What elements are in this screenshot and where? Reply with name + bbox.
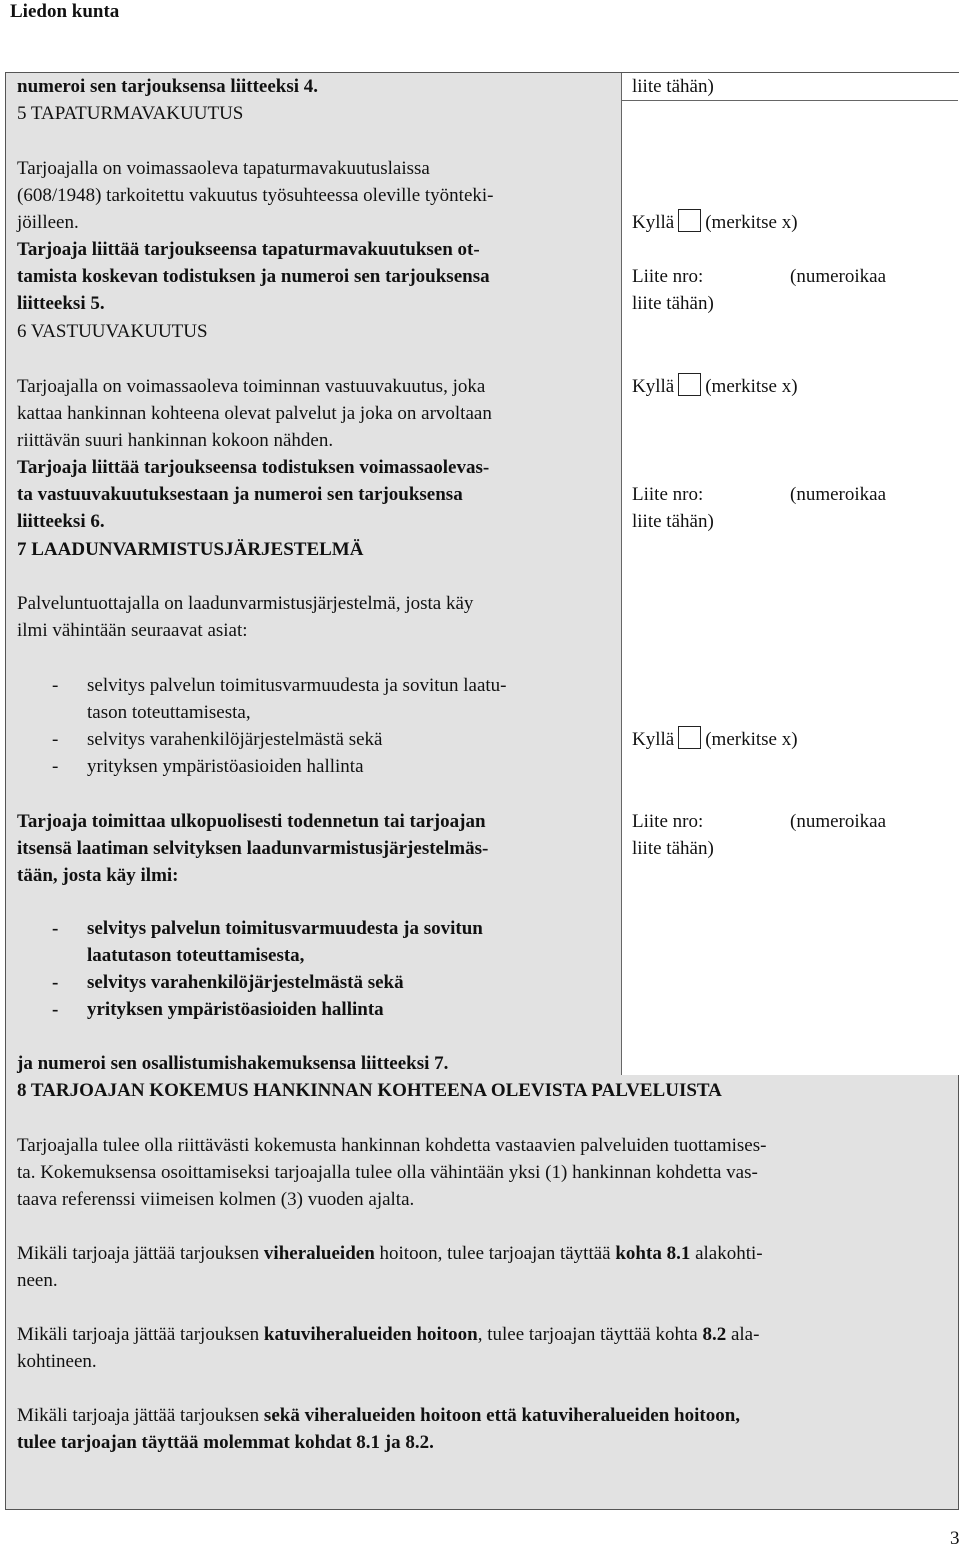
yes-option-7 [632, 726, 798, 753]
list-item: selvitys palvelun toimitusvarmuudesta ja sovitun [87, 918, 483, 939]
attachment-placeholder: liite tähän) [632, 838, 714, 859]
checkbox[interactable] [678, 726, 701, 749]
list-item: laatutason toteuttamisesta, [87, 945, 305, 966]
yes-option-6 [632, 373, 798, 400]
text-line: neen. [17, 1270, 58, 1291]
row-divider [621, 100, 958, 101]
text-line [17, 1321, 759, 1348]
section-8-heading: 8 TARJOAJAN KOKEMUS HANKINNAN KOHTEENA OLEVISTA PALVELUISTA [17, 1080, 722, 1101]
section-7-heading: 7 LAADUNVARMISTUSJÄRJESTELMÄ [17, 539, 364, 560]
yes-label: Kyllä [632, 212, 675, 233]
text-line: jöilleen. [17, 212, 79, 233]
text-line [17, 1402, 740, 1429]
section-6-heading: 6 VASTUUVAKUUTUS [17, 321, 208, 342]
text-line: kattaa hankinnan kohteena olevat palvelut ja joka on arvoltaan [17, 403, 492, 424]
text-line: Tarjoaja liittää tarjoukseensa todistuksen voimassaolevas- [17, 457, 490, 478]
mark-instruction: (merkitse x) [705, 729, 798, 750]
attachment-number-label: Liite nro: [632, 484, 704, 505]
text-run: Mikäli tarjoaja jättää tarjouksen [17, 1243, 264, 1264]
checkbox[interactable] [678, 209, 701, 232]
numbering-instruction: (numeroikaa [790, 811, 887, 832]
yes-option-5 [632, 209, 798, 236]
text-run: hoitoon, tulee tarjoajan täyttää [374, 1243, 616, 1264]
list-bullet: - [52, 729, 59, 750]
mark-instruction: (merkitse x) [705, 212, 798, 233]
attachment-number-label: Liite nro: [632, 811, 704, 832]
text-run: alakohti- [690, 1243, 763, 1264]
text-run-bold: 8.2 [702, 1324, 727, 1345]
attachment-number-label: Liite nro: [632, 266, 704, 287]
text-line: taava referenssi viimeisen kolmen (3) vuoden ajalta. [17, 1189, 415, 1210]
municipality-header: Liedon kunta [10, 1, 120, 22]
section-5-heading: 5 TAPATURMAVAKUUTUS [17, 103, 244, 124]
attachment-placeholder: liite tähän) [632, 293, 714, 314]
list-bullet: - [52, 756, 59, 777]
list-item: tason toteuttamisesta, [87, 702, 251, 723]
text-run: , tulee tarjoajan täyttää kohta [477, 1324, 703, 1345]
checkbox[interactable] [678, 373, 701, 396]
text-run-bold: viheralueiden [263, 1243, 375, 1264]
text-line: (608/1948) tarkoitettu vakuutus työsuhteessa oleville työnteki- [17, 185, 494, 206]
yes-label: Kyllä [632, 729, 675, 750]
text-run: Mikäli tarjoaja jättää tarjouksen [17, 1405, 264, 1426]
mark-instruction: (merkitse x) [705, 376, 798, 397]
page-number: 3 [950, 1528, 960, 1549]
list-bullet: - [52, 675, 59, 696]
text-line: Tarjoajalla on voimassaoleva tapaturmavakuutuslaissa [17, 158, 430, 179]
yes-label: Kyllä [632, 376, 675, 397]
list-bullet: - [52, 918, 59, 939]
text-line [17, 1240, 763, 1267]
text-line: Tarjoaja liittää tarjoukseensa tapaturmavakuutuksen ot- [17, 239, 480, 260]
list-item: selvitys varahenkilöjärjestelmästä sekä [87, 972, 404, 993]
text-line: tulee tarjoajan täyttää molemmat kohdat 8.1 ja 8.2. [17, 1432, 434, 1453]
text-run: ala- [726, 1324, 760, 1345]
text-line: ilmi vähintään seuraavat asiat: [17, 620, 248, 641]
text-line: liitteeksi 6. [17, 511, 105, 532]
numbering-instruction: (numeroikaa [790, 266, 887, 287]
text-line: tamista koskevan todistuksen ja numeroi sen tarjouksensa [17, 266, 490, 287]
text-line: ta vastuuvakuutuksestaan ja numeroi sen tarjouksensa [17, 484, 463, 505]
text-run-bold: sekä viheralueiden hoitoon että katuviheralueiden hoitoon, [263, 1405, 741, 1426]
attachment-placeholder: liite tähän) [632, 511, 714, 532]
text-line: tään, josta käy ilmi: [17, 865, 179, 886]
text-line: Tarjoaja toimittaa ulkopuolisesti todennetun tai tarjoajan [17, 811, 486, 832]
text-line: liitteeksi 5. [17, 293, 105, 314]
list-item: selvitys varahenkilöjärjestelmästä sekä [87, 729, 383, 750]
text-line: ta. Kokemuksensa osoittamiseksi tarjoajalla tulee olla vähintään yksi (1) hankinnan kohdetta vas- [17, 1162, 758, 1183]
text-line: itsensä laatiman selvityksen laadunvarmistusjärjestelmäs- [17, 838, 489, 859]
text-run: Mikäli tarjoaja jättää tarjouksen [17, 1324, 264, 1345]
text-line: riittävän suuri hankinnan kokoon nähden. [17, 430, 334, 451]
numbering-instruction: (numeroikaa [790, 484, 887, 505]
list-item: yrityksen ympäristöasioiden hallinta [87, 756, 364, 777]
text-line: Tarjoajalla tulee olla riittävästi kokemusta hankinnan kohdetta vastaavien palveluiden tuottamises- [17, 1135, 767, 1156]
text-line: Tarjoajalla on voimassaoleva toiminnan vastuuvakuutus, joka [17, 376, 486, 397]
text-run-bold: kohta 8.1 [615, 1243, 691, 1264]
text-line: Palveluntuottajalla on laadunvarmistusjärjestelmä, josta käy [17, 593, 474, 614]
list-bullet: - [52, 999, 59, 1020]
text-run-bold: katuviheralueiden hoitoon [263, 1324, 478, 1345]
text-line: ja numeroi sen osallistumishakemuksensa liitteeksi 7. [17, 1053, 449, 1074]
list-item: selvitys palvelun toimitusvarmuudesta ja sovitun laatu- [87, 675, 507, 696]
list-item: yrityksen ympäristöasioiden hallinta [87, 999, 384, 1020]
text-line: numeroi sen tarjouksensa liitteeksi 4. [17, 76, 319, 97]
attachment-placeholder: liite tähän) [632, 76, 714, 97]
text-line: kohtineen. [17, 1351, 97, 1372]
list-bullet: - [52, 972, 59, 993]
